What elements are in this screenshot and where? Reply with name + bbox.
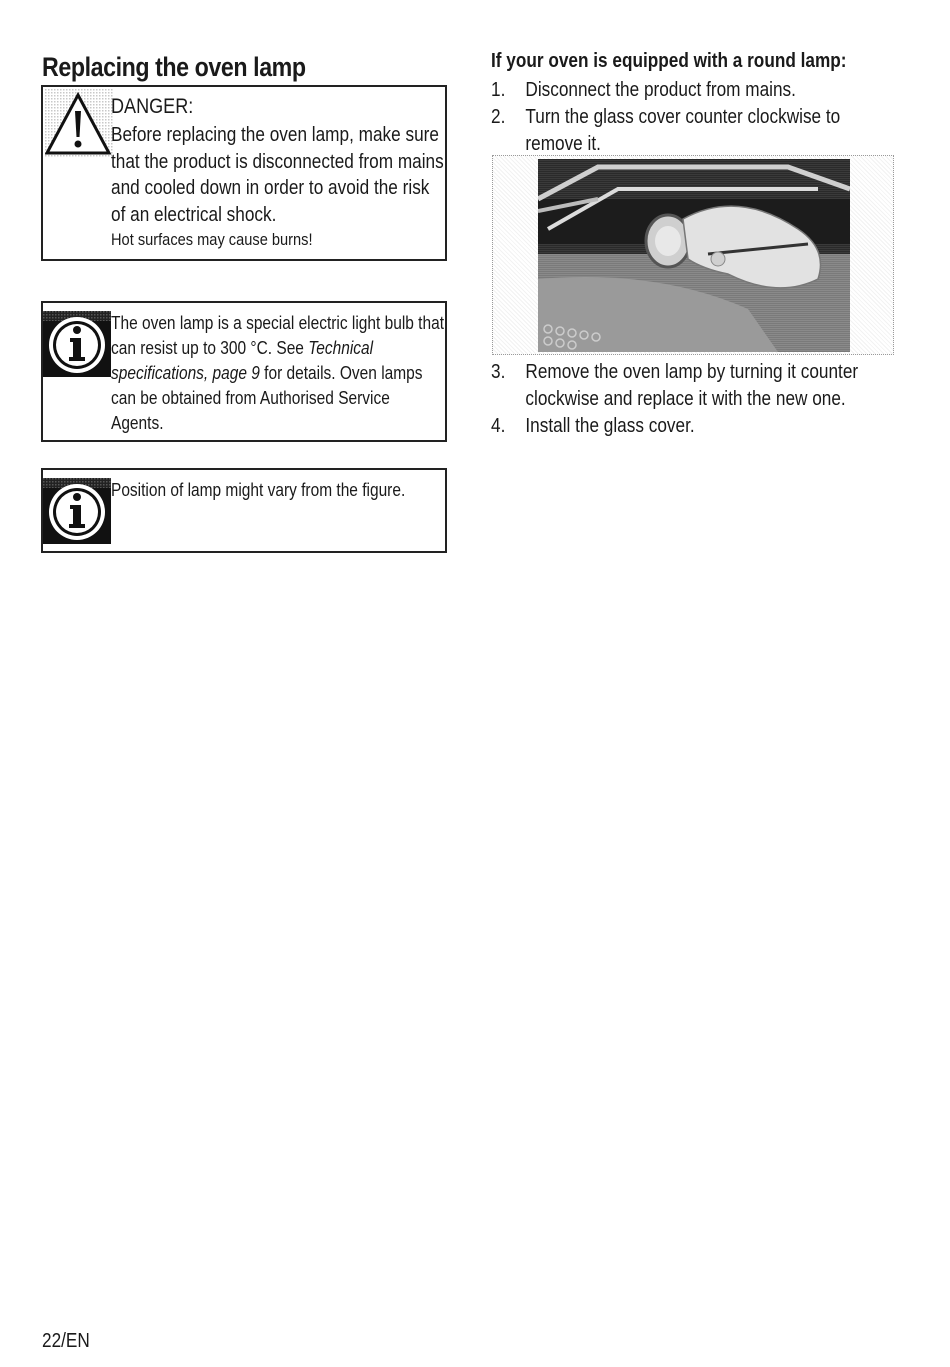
tech-spec-reference: Technical specifications, page 9 bbox=[111, 338, 374, 383]
steps-list-bottom bbox=[491, 359, 895, 440]
info-box-lamp bbox=[41, 301, 447, 442]
step-text: Disconnect the product from mains. bbox=[525, 79, 796, 101]
info-lamp-text bbox=[111, 311, 445, 436]
step-number: 4. bbox=[491, 415, 506, 437]
round-lamp-heading: If your oven is equipped with a round lamp: bbox=[491, 50, 847, 72]
step-item bbox=[491, 359, 895, 413]
lamp-removal-photo bbox=[492, 155, 894, 355]
danger-note: Hot surfaces may cause burns! bbox=[111, 230, 313, 249]
warning-triangle-icon bbox=[45, 89, 113, 157]
step-item bbox=[491, 77, 895, 104]
info-icon bbox=[43, 311, 111, 377]
danger-box bbox=[41, 85, 447, 261]
info-box-position bbox=[41, 468, 447, 553]
page-title: Replacing the oven lamp bbox=[42, 52, 306, 82]
info-position-text: Position of lamp might vary from the figure. bbox=[111, 480, 406, 500]
info-icon bbox=[43, 478, 111, 544]
danger-label: DANGER: bbox=[111, 95, 194, 118]
page-number: 22/EN bbox=[42, 1330, 90, 1352]
oven-lamp-illustration bbox=[538, 159, 850, 352]
step-item bbox=[491, 104, 895, 158]
step-number: 2. bbox=[491, 106, 506, 128]
info-lamp-text-start: The oven lamp is a special electric light bulb that can resist up to 300 °C. See bbox=[111, 313, 444, 358]
step-text: Remove the oven lamp by turning it counter clockwise and replace it with the new one. bbox=[525, 361, 859, 410]
steps-list-top bbox=[491, 77, 895, 158]
step-text: Install the glass cover. bbox=[525, 415, 695, 437]
step-text: Turn the glass cover counter clockwise to remove it. bbox=[525, 106, 841, 155]
info-lamp-text-end: for details. Oven lamps can be obtained from Authorised Service Agents. bbox=[111, 363, 423, 433]
danger-body: Before replacing the oven lamp, make sure that the product is disconnected from mains and cooled down in order to avoid the risk of an electrical shock. bbox=[111, 124, 444, 226]
step-number: 3. bbox=[491, 361, 506, 383]
step-number: 1. bbox=[491, 79, 506, 101]
step-item bbox=[491, 413, 895, 440]
